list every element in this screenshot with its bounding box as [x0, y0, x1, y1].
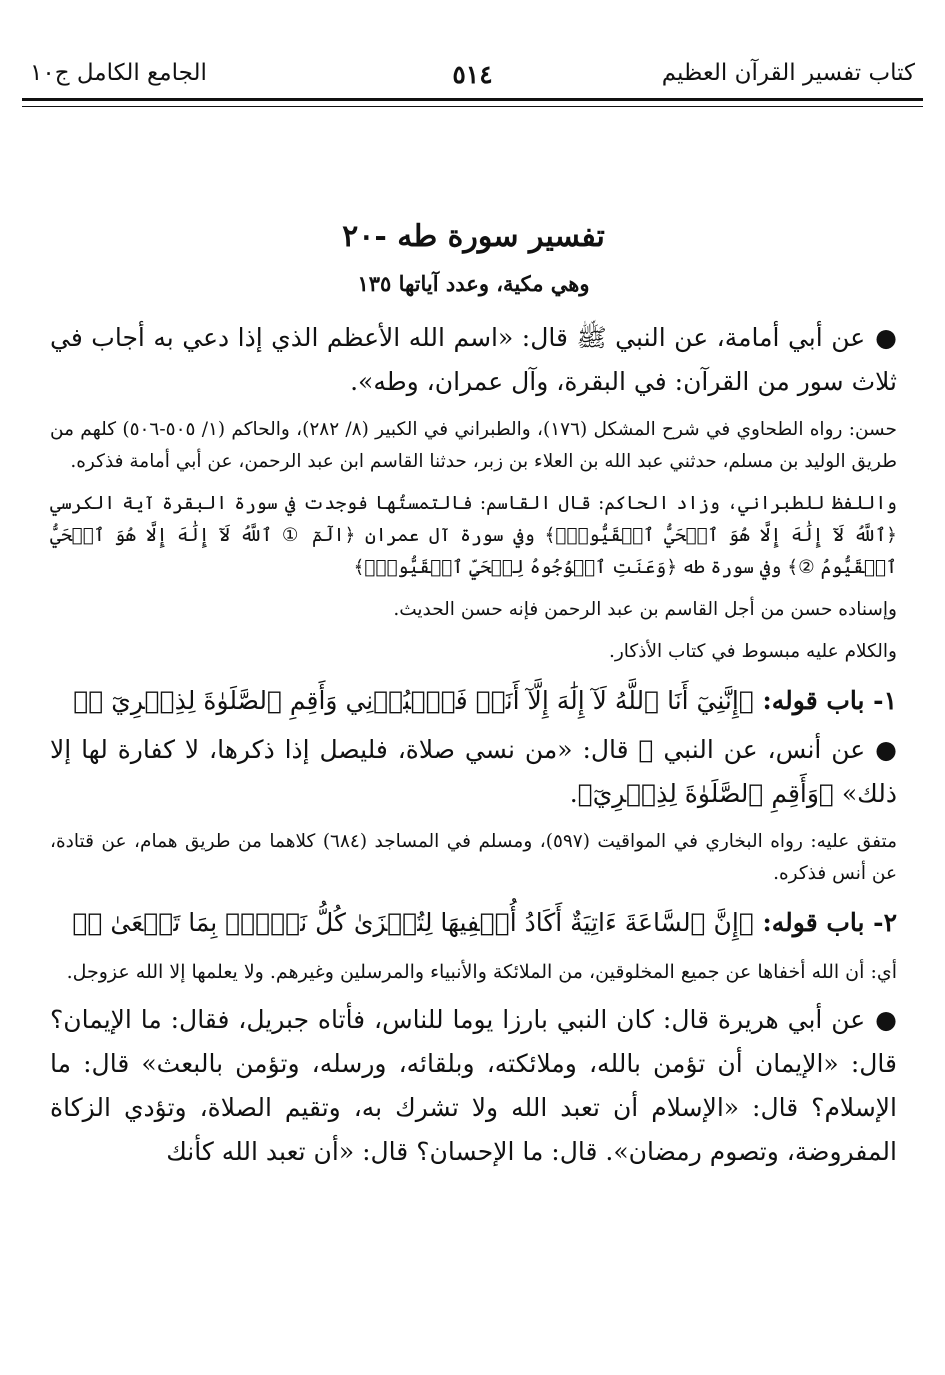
bullet-icon: ● [875, 1005, 897, 1034]
bab-label: ٢- باب قوله: [762, 908, 897, 937]
chapter-title: تفسير سورة طه -٢٠ [342, 219, 605, 254]
bab-heading [50, 900, 897, 946]
hadith-text: عن أبي هريرة قال: كان النبي بارزا يوما للناس، فأتاه جبريل، فقال: ما الإيمان؟ قال: «الإيمان أن تؤمن بالله، وملائكته، وبلقائه، ورسله، وتؤمن بالبعث» قال: ما الإسلام؟ قال: «الإسلام أن تعبد الله ولا تشرك به، وتقيم الصلاة، وتؤدي الزكاة المفروضة، وتصوم رمضان». قال: ما الإحسان؟ قال: «أن تعبد الله كأنك [50, 1005, 898, 1166]
hadith-paragraph [50, 998, 897, 1174]
commentary-note: أي: أن الله أخفاها عن جميع المخلوقين، من الملائكة والأنبياء والمرسلين وغيرهم. ولا يعلمها إلا الله عزوجل. [66, 961, 897, 983]
page-number: ٥١٤ [452, 60, 493, 89]
book-title: كتاب تفسير القرآن العظيم [661, 60, 915, 86]
bab-heading [50, 678, 897, 724]
takhrij-note: والكلام عليه مبسوط في كتاب الأذكار. [608, 641, 897, 662]
hadith-text: عن أبي أمامة، عن النبي ﷺ قال: «اسم الله الأعظم الذي إذا دعي به أجاب في ثلاث سور من القرآن: في البقرة، وآل عمران، وطه». [50, 323, 897, 396]
takhrij-note: وإسناده حسن من أجل القاسم بن عبد الرحمن فإنه حسن الحديث. [393, 599, 897, 620]
bullet-icon: ● [875, 323, 897, 352]
volume-label: الجامع الكامل ج١٠ [30, 60, 207, 86]
hadith-paragraph [50, 316, 897, 404]
takhrij-note: متفق عليه: رواه البخاري في المواقيت (٥٩٧)، ومسلم في المساجد (٦٨٤) كلاهما من طريق همام، عن قتادة، عن أنس فذكره. [50, 831, 898, 884]
takhrij-note: حسن: رواه الطحاوي في شرح المشكل (١٧٦)، والطبراني في الكبير (٨/ ٢٨٢)، والحاكم (١/ ٥٠٥-٥٠٦) كلهم من طريق الوليد بن مسلم، حدثني عبد الله بن العلاء بن زبر، حدثنا القاسم ابن عبد الرحمن، عن أبي أمامة فذكره. [50, 419, 897, 472]
hadith-paragraph [50, 728, 897, 816]
page-header [22, 52, 923, 96]
bullet-icon: ● [875, 735, 897, 764]
page-body [50, 210, 897, 1174]
takhrij-note: واللفظ للطبراني، وزاد الحاكم: قال القاسم: فالتمستُها فوجدت في سورة البقرة آية الكرسي ﴿ٱللَّهُ لَآ إِلَٰهَ إِلَّا هُوَ ٱلۡحَيُّ ٱلۡقَيُّومُۚ﴾ وفي سورة آل عمران ﴿الٓمٓ ① ٱللَّهُ لَآ إِلَٰهَ إِلَّا هُوَ ٱلۡحَيُّ ٱلۡقَيُّومُ ②﴾ وفي سورة طه ﴿وَعَنَتِ ٱلۡوُجُوهُ لِلۡحَيِّ ٱلۡقَيُّومِۖ﴾ [50, 493, 897, 578]
chapter-subtitle: وهي مكية، وعدد آياتها ١٣٥ [357, 271, 590, 296]
header-rule-thin [22, 106, 923, 107]
hadith-text: عن أنس، عن النبي ﷺ قال: «من نسي صلاة، فليصل إذا ذكرها، لا كفارة لها إلا ذلك» ﴿وَأَقِمِ ٱلصَّلَوٰةَ لِذِكۡرِيٓ﴾. [50, 735, 897, 808]
header-rule-thick [22, 98, 923, 101]
bab-label: ١- باب قوله: [762, 686, 897, 715]
quran-verse: ﴿إِنَّنِيٓ أَنَا ٱللَّهُ لَآ إِلَٰهَ إِلَّآ أَنَا۠ فَٱعۡبُدۡنِي وَأَقِمِ ٱلصَّلَوٰةَ لِذِكۡرِيٓ ⑭﴾ [73, 686, 754, 715]
quran-verse: ﴿إِنَّ ٱلسَّاعَةَ ءَاتِيَةٌ أَكَادُ أُخۡفِيهَا لِتُجۡزَىٰ كُلُّ نَفۡسِۭ بِمَا تَسۡعَىٰ ⑮﴾ [72, 908, 754, 937]
